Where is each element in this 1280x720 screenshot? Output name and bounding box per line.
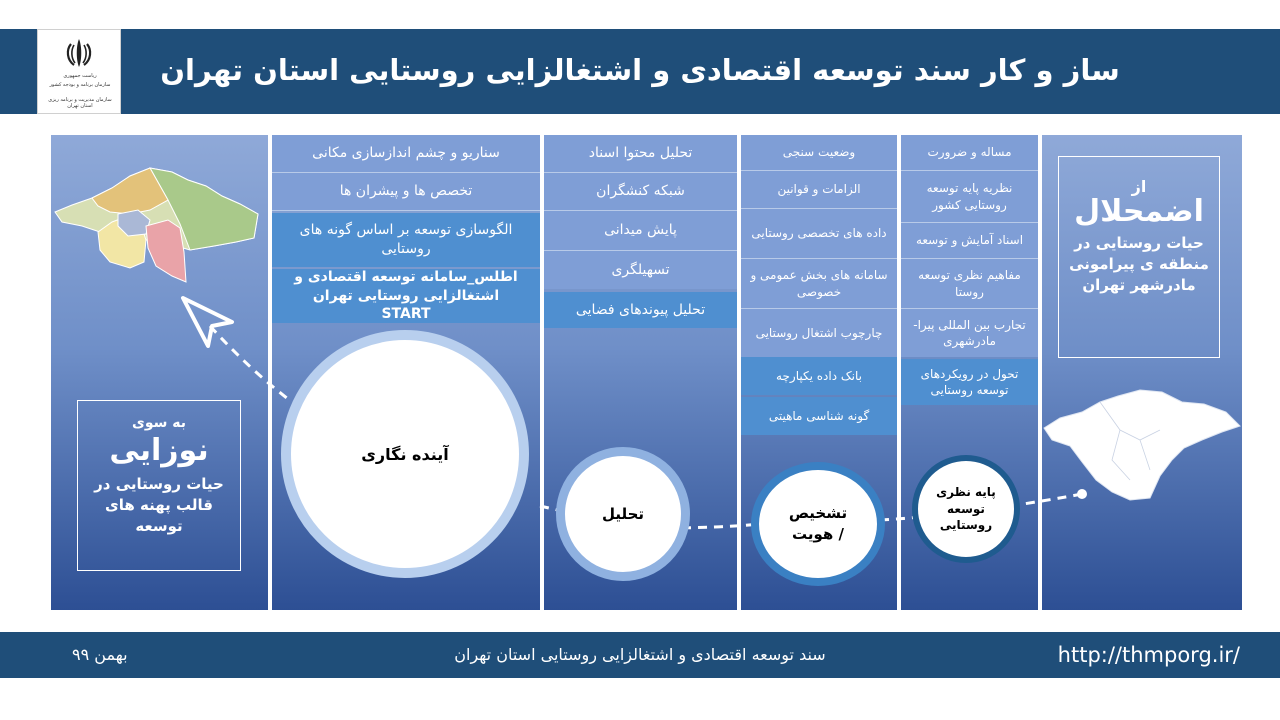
diagnosis-item: چارچوب اشتغال روستایی (741, 309, 897, 357)
logo-text-3: سازمان مدیریت و برنامه ریزی استان تهران (48, 97, 112, 109)
foresight-item: الگوسازی توسعه بر اساس گونه های روستایی (272, 213, 540, 267)
footer-date: بهمن ۹۹ (72, 645, 128, 664)
province-map-white (1044, 390, 1240, 500)
analysis-circle: تحلیل (556, 447, 690, 581)
target-description: حیات روستایی در قالب پهنه های توسعه (94, 475, 224, 535)
theory-item: نظریه پایه توسعه روستایی کشور (901, 171, 1038, 223)
analysis-item: تحلیل محتوا اسناد (544, 135, 737, 173)
analysis-item: تحلیل پیوندهای فضایی (544, 292, 737, 328)
target-prefix: به سوی (132, 415, 186, 431)
analysis-item: شبکه کنشگران (544, 173, 737, 211)
footer-url-link[interactable]: http://thmporg.ir/ (1057, 643, 1240, 667)
analysis-item: پایش میدانی (544, 211, 737, 251)
theory-item: مساله و ضرورت (901, 135, 1038, 171)
diagnosis-item: وضعیت سنجی (741, 135, 897, 171)
analysis-item: تسهیلگری (544, 251, 737, 289)
page-title: ساز و کار سند توسعه اقتصادی و اشتغالزایی روستایی استان تهران (160, 53, 1120, 87)
theory-item: تجارب بین المللی پیرا-مادرشهری (901, 309, 1038, 357)
foresight-item: سناریو و چشم اندازسازی مکانی (272, 135, 540, 173)
origin-prefix: از (1131, 177, 1147, 196)
foresight-circle: آینده نگاری (281, 330, 529, 578)
diagnosis-circle: تشخیص / هویت (751, 462, 885, 586)
diagnosis-item: بانک داده یکپارچه (741, 357, 897, 395)
diagnosis-item: داده های تخصصی روستایی (741, 209, 897, 259)
theory-item: تحول در رویکردهای توسعه روستایی (901, 359, 1038, 405)
target-frame (77, 400, 241, 571)
origin-frame (1058, 156, 1220, 358)
foresight-item: تخصص ها و پیشران ها (272, 173, 540, 211)
diagnosis-item: الزامات و قوانین (741, 171, 897, 209)
province-map-colored (55, 168, 258, 282)
logo-text-1: ریاست جمهوری (63, 73, 97, 79)
target-title: نوزایی (109, 433, 209, 468)
diagnosis-item: گونه شناسی ماهیتی (741, 397, 897, 435)
footer-title: سند توسعه اقتصادی و اشتغالزایی روستایی استان تهران (454, 645, 826, 664)
theory-item: اسناد آمایش و توسعه (901, 223, 1038, 259)
origin-title: اضمحلال (1074, 194, 1204, 229)
arrow-cursor-icon (183, 298, 232, 346)
origin-description: حیات روستایی در منطقه ی پیرامونی مادرشهر تهران (1069, 234, 1209, 294)
diagnosis-item: سامانه های بخش عمومی و خصوصی (741, 259, 897, 309)
logo-text-2: سازمان برنامه و بودجه کشور (49, 82, 111, 88)
flow-start-dot (1077, 489, 1087, 499)
foresight-item: اطلس_سامانه توسعه اقتصادی و اشتغالزایی روستایی تهران START (272, 269, 540, 323)
theory-circle: پایه نظری توسعه روستایی (912, 455, 1020, 563)
theory-item: مفاهیم نظری توسعه روستا (901, 259, 1038, 309)
